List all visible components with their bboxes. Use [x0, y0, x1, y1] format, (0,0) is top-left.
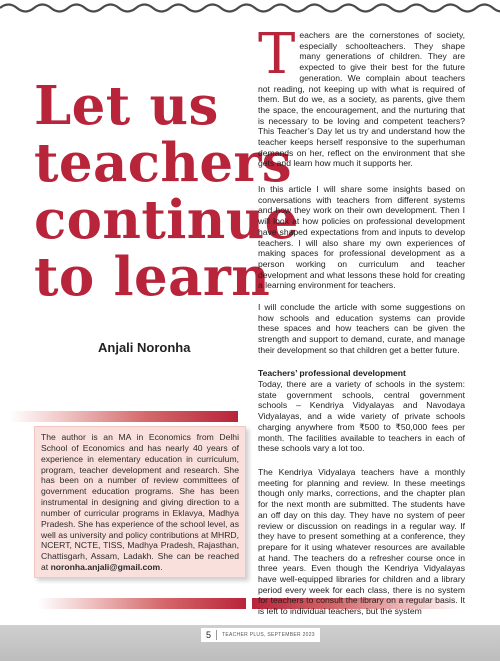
body-paragraph-2: In this article I will share some insights based on conversations with teachers from different systems and how they work on their own development. Then I will look at how policies on professional development have shaped expectations from and inputs to develop teachers. I will also share my own experiences of making spaces for professional development as a person working on curriculum and teacher development and what lessons these hold for creating a learning environment for teachers. — [258, 184, 465, 291]
body-paragraph-1-text: eachers are the cornerstones of society, especially schoolteachers. They shape many generations of children. They are expected to give their best for the future generation. We complain about teachers not reading, not keeping up with what is required of them. But do we, as a society, as parents, give them the space, the encouragement, and the nurturing that is necessary to be loving and competent teachers? This Teacher’s Day let us try and understand how the teacher keeps herself responsive to the superhuman demands on her, reflect on the environment that she gets and learn how much it supports her. — [258, 30, 465, 169]
body-paragraph-4: Today, there are a variety of schools in the system: state government schools, central government schools – Kendriya Vidyalayas and Navodaya Vidyalayas, and a wide variety of private schools charging anywhere from ₹500 to ₹50,000 fees per month. The facilities available to teachers in each of these schools vary a lot too. — [258, 379, 465, 454]
author-bio-box — [34, 426, 246, 578]
page-number: 5 — [206, 630, 212, 640]
decorative-rule-bottom-left — [38, 598, 246, 609]
headline-line-1: Let us — [34, 75, 219, 137]
author-email: noronha.anjali@gmail.com — [50, 562, 161, 573]
page-footer-label — [201, 628, 320, 642]
section-heading: Teachers’ professional development — [258, 368, 406, 378]
author-bio-end: . — [160, 562, 163, 573]
drop-cap: T — [258, 22, 296, 87]
publication-name: TEACHER PLUS, SEPTEMBER 2023 — [222, 632, 315, 638]
body-paragraph-1 — [258, 22, 465, 169]
headline-line-3: continue — [34, 189, 299, 251]
body-paragraph-5: The Kendriya Vidyalaya teachers have a monthly meeting for planning and review. In these meetings though only marks, corrections, and the chapter plan for the next month are submitted. The students have an off day on this day. They have no system of peer review or discussion on readings in a regular way. If they have to present something at a conference, they prepare for it using whatever resources are available at hand. The teachers do a refresher course once in three years. Even though the Kendriya Vidyalayas have well-equipped libraries for children and a library period every week for each class, there is no system for teachers to consult the library on a regular basis. It is left to individual teachers, but the system — [258, 467, 465, 617]
decorative-rule-top — [10, 411, 238, 422]
body-paragraph-3: I will conclude the article with some suggestions on how schools and education systems can provide these spaces and how teachers can be given the strength and support to demand, curate, and manage their development so that children get a better future. — [258, 302, 465, 355]
headline-line-4: to learn — [34, 246, 271, 308]
wavy-top-border — [0, 0, 500, 16]
author-byline: Anjali Noronha — [98, 340, 191, 355]
article-headline — [34, 75, 299, 308]
headline-line-2: teachers — [34, 132, 293, 194]
footer-separator — [216, 630, 217, 640]
author-bio-text: The author is an MA in Economics from Delhi School of Economics and has nearly 40 years of experience in elementary education in curriculum, program, teacher development and research. She has been on a number of review committees of government education programs. She has been instrumental in designing and giving direction to a number of curricular programs in Eklavya, Madhya Pradesh. She has experience of the school level, as well as university and policy contributions at MHRD, NCERT, NCTE, TISS, Madhya Pradesh, Rajasthan, Chattisgarh, Assam, Ladakh. She can be reached at — [41, 432, 239, 573]
